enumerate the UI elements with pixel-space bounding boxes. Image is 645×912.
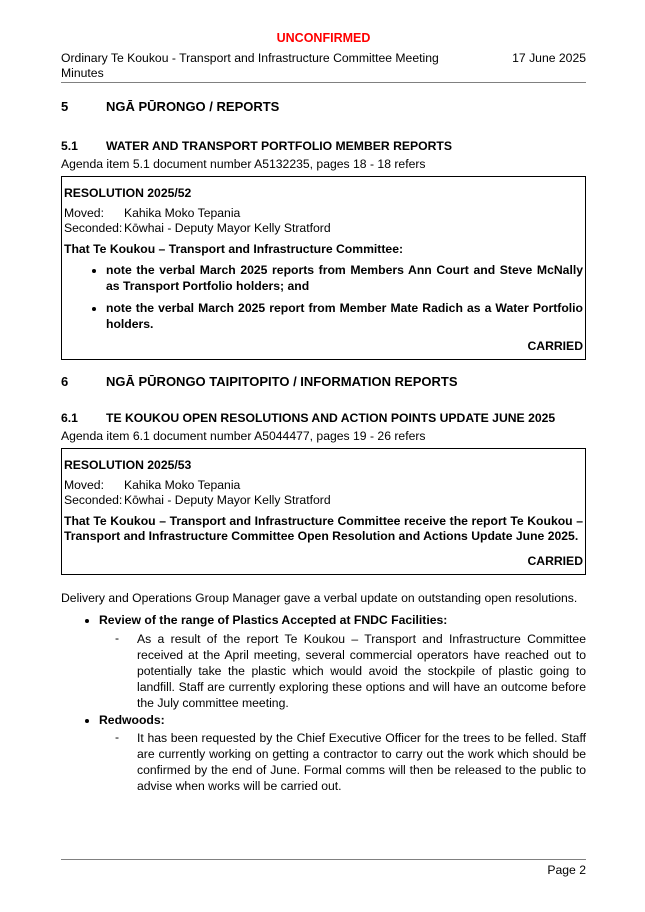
page-header <box>61 51 586 80</box>
carried-label: CARRIED <box>527 339 583 353</box>
document-title: Ordinary Te Koukou - Transport and Infrastructure Committee Meeting Minutes <box>61 51 439 80</box>
section-number: 6 <box>61 374 69 389</box>
seconded-label: Seconded: <box>64 221 123 235</box>
subsection-title: TE KOUKOU OPEN RESOLUTIONS AND ACTION POINTS UPDATE JUNE 2025 <box>106 411 556 425</box>
resolution-item: • note the verbal March 2025 reports from Members Ann Court and Steve McNally as Transport Portfolio holders; and <box>106 263 583 294</box>
moved-label: Moved: <box>64 478 104 492</box>
page-footer <box>61 859 586 877</box>
resolution-item: • note the verbal March 2025 report from Member Mate Radich as a Water Portfolio holders. <box>106 301 583 332</box>
update-list <box>61 613 586 794</box>
agenda-reference: Agenda item 6.1 document number A5044477, pages 19 - 26 refers <box>61 429 426 443</box>
seconded-by: Kōwhai - Deputy Mayor Kelly Stratford <box>124 493 331 507</box>
subsection-title: WATER AND TRANSPORT PORTFOLIO MEMBER REPORTS <box>106 139 452 153</box>
dash-marker: - <box>115 630 120 645</box>
update-detail <box>99 631 586 711</box>
carried-label: CARRIED <box>527 554 583 568</box>
section-title: NGĀ PŪRONGO / REPORTS <box>106 99 280 114</box>
update-text: As a result of the report Te Koukou – Transport and Infrastructure Committee received at the April meeting, several commercial operators have reached out to potentially take the plastic which would avoid the stockpile of plastic going to landfill. Staff are currently exploring these options and will have an outcome before the July committee meeting. <box>137 631 586 710</box>
resolution-statement: That Te Koukou – Transport and Infrastructure Committee receive the report Te Koukou – Transport and Infrastructure Committee Open Resolution and Actions Update June 2025. <box>64 514 583 543</box>
section-6-heading <box>61 374 586 389</box>
seconded-row <box>64 493 583 508</box>
header-rule <box>61 82 586 83</box>
agenda-reference: Agenda item 5.1 document number A5132235, pages 18 - 18 refers <box>61 157 426 171</box>
seconded-by: Kōwhai - Deputy Mayor Kelly Stratford <box>124 221 331 235</box>
page-number: Page 2 <box>547 863 586 877</box>
section-5-1-heading <box>61 139 586 153</box>
resolution-items <box>64 263 583 332</box>
update-item <box>99 713 586 795</box>
dash-marker: - <box>115 730 120 744</box>
resolution-title: RESOLUTION 2025/53 <box>64 458 192 472</box>
update-intro: Delivery and Operations Group Manager gave a verbal update on outstanding open resolutions. <box>61 591 578 605</box>
resolution-title: RESOLUTION 2025/52 <box>64 186 192 200</box>
subsection-number: 5.1 <box>61 139 78 153</box>
page <box>61 0 586 796</box>
meeting-date: 17 June 2025 <box>512 51 586 65</box>
section-6-1-heading <box>61 411 586 425</box>
update-heading: Redwoods: <box>99 712 165 727</box>
moved-by: Kahika Moko Tepania <box>124 206 241 220</box>
section-title: NGĀ PŪRONGO TAIPITOPITO / INFORMATION REPORTS <box>106 374 458 389</box>
section-number: 5 <box>61 99 69 114</box>
status-banner: UNCONFIRMED <box>276 31 371 45</box>
moved-label: Moved: <box>64 206 104 220</box>
seconded-label: Seconded: <box>64 493 123 507</box>
resolution-box <box>61 448 586 575</box>
update-item <box>99 613 586 711</box>
update-text: It has been requested by the Chief Executive Officer for the trees to be felled. Staff are currently working on getting a contractor to carry out the work which should be confirmed by the end of June. Formal comms will then be released to the public to advise when works will be carried out. <box>137 731 586 793</box>
section-5-heading <box>61 99 586 114</box>
moved-by: Kahika Moko Tepania <box>124 478 241 492</box>
subsection-number: 6.1 <box>61 411 78 425</box>
moved-row <box>64 478 583 493</box>
resolution-statement: That Te Koukou – Transport and Infrastructure Committee: <box>64 242 404 256</box>
seconded-row <box>64 221 583 236</box>
resolution-box <box>61 176 586 360</box>
moved-row <box>64 206 583 221</box>
update-heading: Review of the range of Plastics Accepted at FNDC Facilities: <box>99 613 448 627</box>
update-detail <box>99 730 586 794</box>
